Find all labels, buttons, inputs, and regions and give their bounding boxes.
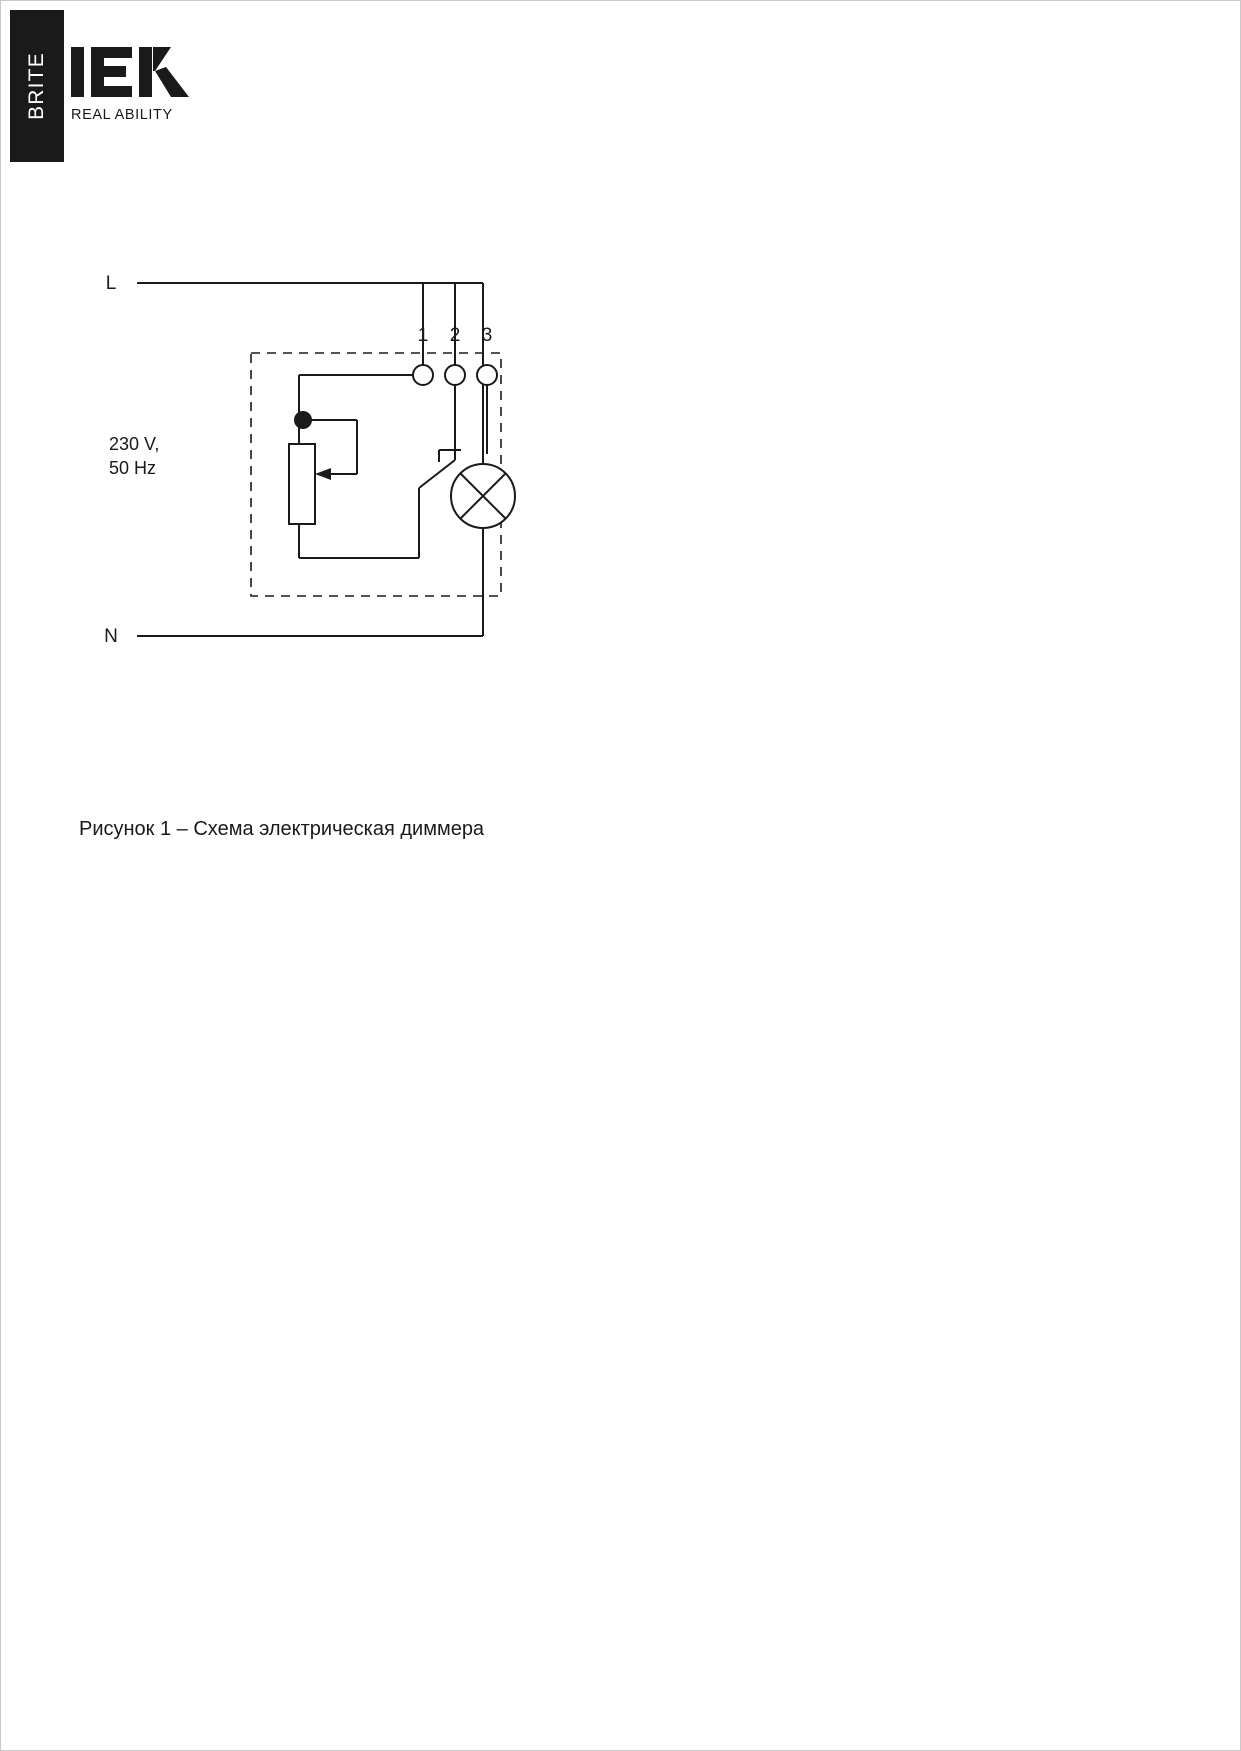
dimmer-schematic-svg <box>61 226 761 676</box>
terminal-3 <box>477 365 497 385</box>
potentiometer-wiper-arrowhead <box>315 468 331 480</box>
brand-tagline: REAL ABILITY <box>71 107 173 123</box>
label-supply-frequency: 50 Hz <box>109 458 157 478</box>
brand-series-tab <box>10 10 64 162</box>
brand-logo-block <box>71 43 301 123</box>
terminal-number-3: 3 <box>481 325 493 346</box>
label-l: L <box>105 273 117 294</box>
dimmer-schematic <box>61 226 761 676</box>
iek-logo-icon <box>71 43 189 101</box>
terminal-1 <box>413 365 433 385</box>
figure-caption: Рисунок 1 – Схема электрическая диммера <box>79 818 485 840</box>
label-supply-voltage: 230 V, <box>109 434 160 454</box>
potentiometer-body <box>289 444 315 524</box>
brand-series-label: BRITE <box>25 52 48 120</box>
terminal-2 <box>445 365 465 385</box>
terminal-number-2: 2 <box>449 325 461 346</box>
label-n: N <box>104 626 118 647</box>
triac-switch-blade <box>419 460 455 488</box>
terminal-number-1: 1 <box>417 325 429 346</box>
